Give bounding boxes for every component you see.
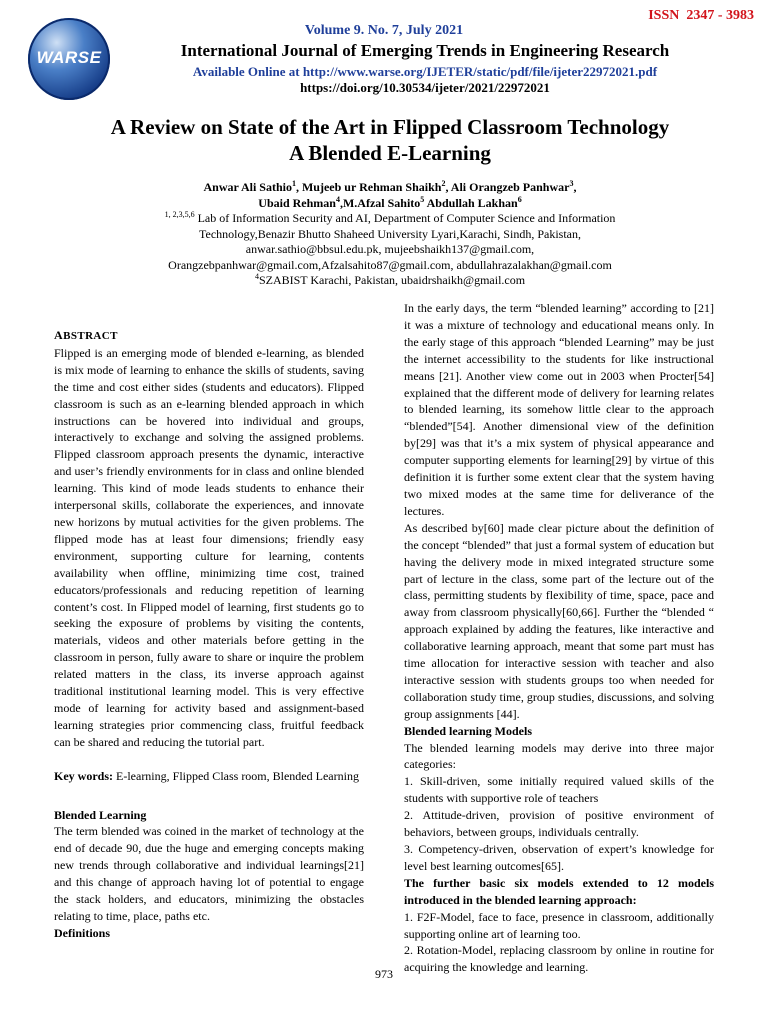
author-name: Anwar Ali Sathio [203, 180, 292, 194]
paragraph-early-days: In the early days, the term “blended learning” according to [21] it was a mixture of technology and educational means only. In the early stage of this approach “blended Learning” may be just the internet accessibility to the students for like instructional means [21]. Another view come out in 2003 when Procter[54] explained that the different mode of delivery for learning relates to blended learning, its somehow little clear to the approach “blended”[54]. Another dimensional view of the definition by[29] was that it’s a mix system of physical appearance and computer supporting elements for learning[29] by virtue of this definition it is further some extent clear that the system having two mixed modes at the same time for deliverance of the lectures. [404, 301, 714, 518]
affiliation-emails-2: Orangzebpanhwar@gmail.com,Afzalsahito87@gmail.com, abdullahrazalakhan@gmail.com [168, 257, 612, 272]
author-sup: 4 [335, 195, 340, 204]
affiliation2 [40, 273, 740, 289]
author-name: , [573, 180, 577, 194]
journal-title: International Journal of Emerging Trends in Engineering Research [180, 41, 670, 60]
models-heading: Blended learning Models [404, 723, 533, 738]
author-name: , Ali Orangzeb Panhwar [445, 180, 570, 194]
keywords-label: Key words: [54, 768, 113, 783]
paper-title [40, 114, 740, 166]
author-sup: 3 [569, 179, 574, 188]
affiliation-sup: 1, 2,3,5,6 [164, 210, 195, 219]
affiliation-line1 [40, 211, 740, 227]
definitions-heading: Definitions [54, 925, 111, 940]
paragraph-described-by: As described by[60] made clear picture about the definition of the concept “blended” that just a formal system of education but having the delivery mode in mixed integrated structure some part of lecture in the class, some part of the lecture out of the class, permitting students by flexibility of time, space, pace and away from classroom physically[60,66]. Further the “blended “ approach explained by adding the features, like interactive and collaborative learning approach, meant that some part must has time allocation for interactive session with teacher and also interactive session with students groups too when needed for collaboration study time, group studies, discussions, and solving group assignments [44]. [404, 520, 714, 721]
further-models-heading: The further basic six models extended to 12 models introduced in the blended learning approach: [404, 875, 714, 907]
author-name: Ubaid Rehman [258, 196, 336, 210]
abstract-heading [54, 327, 364, 345]
author-name: ,M.Afzal Sahito [339, 196, 421, 210]
author-name: , Mujeeb ur Rehman Shaikh [295, 180, 442, 194]
author-sup: 2 [441, 179, 446, 188]
author-name: Abdullah Lakhan [424, 196, 518, 210]
left-column [54, 327, 364, 942]
page-number: 973 [375, 967, 393, 981]
list-item: 2. Rotation-Model, replacing classroom by online in routine for acquiring the knowledge and learning. [404, 943, 714, 975]
blended-learning-text: The term blended was coined in the market of technology at the end of decade 90, due the huge and emerging concepts making new trends through collaborative and individual learnings[21] and this change of approach having lot of potential to engage the stack holders, and educators, minimizing the obstacles relating to time, place, paths etc. [54, 824, 364, 923]
spacer [54, 785, 364, 807]
spacer [54, 751, 364, 768]
paper-title-line1: A Review on State of the Art in Flipped Classroom Technology [110, 115, 670, 139]
authors-line2 [40, 195, 740, 211]
authors-line1 [40, 179, 740, 195]
abstract-heading-initial: A [54, 328, 64, 342]
keywords-text: E-learning, Flipped Class room, Blended Learning [113, 768, 359, 783]
abstract-heading-rest: BSTRACT [63, 330, 118, 342]
list-item: 1. F2F-Model, face to face, presence in classroom, additionally supporting online art of learning too. [404, 909, 714, 941]
doi-link[interactable]: https://doi.org/10.30534/ijeter/2021/22972021 [300, 80, 550, 95]
right-column [404, 300, 714, 976]
logo-text: WARSE [36, 48, 102, 67]
affiliation-text: SZABIST Karachi, Pakistan, ubaidrshaikh@gmail.com [258, 273, 526, 288]
affiliations [40, 211, 740, 289]
affiliation-sup: 4 [254, 272, 259, 282]
list-item: 1. Skill-driven, some initially required valued skills of the students with supportive role of teachers [404, 774, 714, 806]
blended-learning-heading: Blended Learning [54, 807, 147, 822]
volume-info: Volume 9. No. 7, July 2021 [304, 23, 464, 38]
issn: ISSN 2347 - 3983 [648, 8, 754, 23]
affiliation-line2: Technology,Benazir Bhutto Shaheed University Lyari,Karachi, Sindh, Pakistan, [199, 226, 581, 241]
paper-title-line2: A Blended E-Learning [289, 141, 491, 165]
models-intro: The blended learning models may derive into three major categories: [404, 740, 714, 772]
author-sup: 1 [291, 179, 296, 188]
available-online-link[interactable]: Available Online at http://www.warse.org/IJETER/static/pdf/file/ijeter22972021.pdf [192, 64, 658, 79]
author-sup: 6 [517, 195, 522, 204]
list-item: 2. Attitude-driven, provision of positive environment of behaviors, between groups, individuals centrally. [404, 808, 714, 840]
affiliation-text: Lab of Information Security and AI, Department of Computer Science and Information [194, 211, 616, 225]
author-sup: 5 [420, 195, 425, 204]
abstract-text: Flipped is an emerging mode of blended e-learning, as blended is mix mode of learning to enhance the skills of students, saving the time and cost either sides (students and educators). Flipped classroom is such as an e-learning blended approach in which instructions can be hovered into individual and groups, interactively to exchange and solving the assigned problems. Flipped classroom approach presents the dynamic, interactive and user’s friendly environments for in class and online blended learning. This kind of mode leads students to enhance their interpersonal skills, collaborate the experiences, and innovate new horizons by mutual activities for the given problems. The flipped mode has at least four dimensions; friendly easy environment, supporting culture for learning, contents availability when offline, minimizing time cost, trained educators/professionals and reducing repetition of learning content’s cost. In Flipped model of learning, first students go to seeking the exposure of problems by visiting the contents, materials, videos and other materials before getting in the classroom in person, fully aware to share or inquire the problem related matters in the class, its inverse approach against traditional institutional learning model. This is very effective mode of learning for activity based and assignment-based learning strategies prior commencing class, fruitful feedback can be shared and reducing the tutorial part. [54, 345, 364, 749]
keywords [54, 768, 364, 785]
authors [40, 179, 740, 211]
affiliation-emails-1: anwar.sathio@bbsul.edu.pk, mujeebshaikh137@gmail.com, [245, 242, 535, 257]
list-item: 3. Competency-driven, observation of expert’s knowledge for level best learning outcomes[65]. [404, 842, 714, 873]
